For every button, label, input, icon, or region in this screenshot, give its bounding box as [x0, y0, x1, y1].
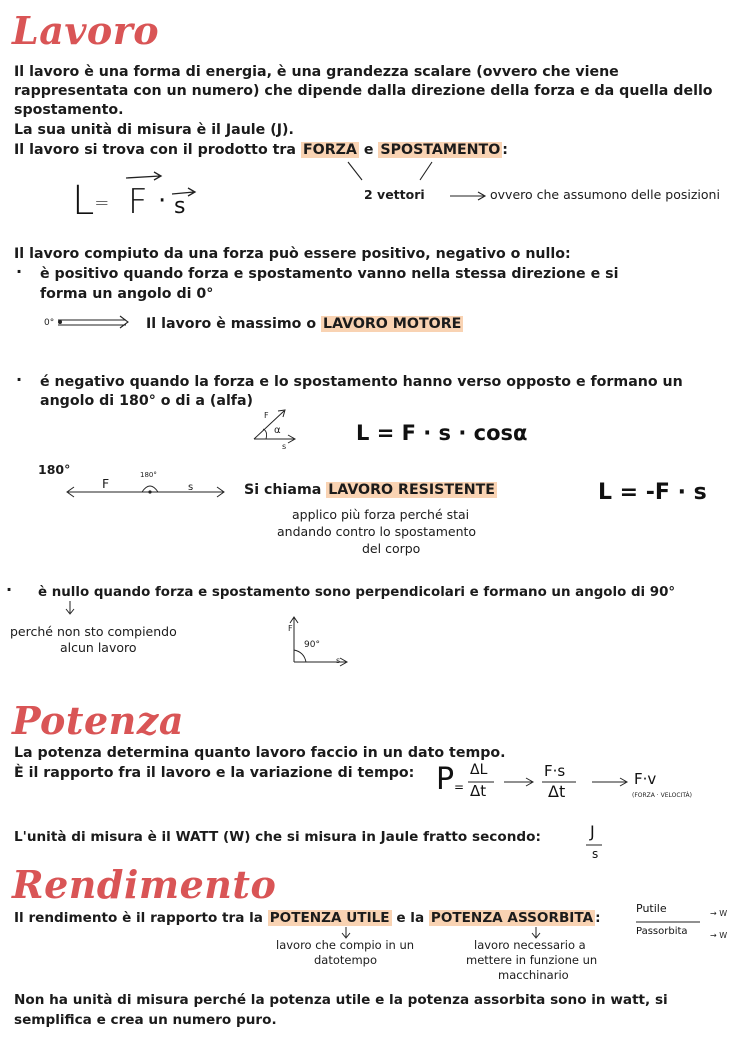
product-text: Il lavoro si trova con il prodotto tra — [14, 142, 301, 158]
rendimento-den: Passorbita — [636, 926, 688, 937]
rendimento-w-2: → W — [710, 931, 728, 940]
potenza-Fv: F·v — [634, 770, 657, 788]
max-work-line — [146, 315, 463, 334]
null-line: è nullo quando forza e spostamento sono perpendicolari e formano un angolo di 90° — [38, 585, 676, 600]
formula-cos: L = F · s · cosα — [356, 421, 528, 445]
zero-degree-label: 0° — [44, 318, 55, 328]
perche-line-2: alcun lavoro — [60, 640, 137, 655]
potenza-den: Δt — [470, 782, 487, 800]
lavoro-line-2: rappresentata con un numero) che dipende dalla direzione della forza e da quella dello — [14, 83, 713, 99]
rendimento-text: Il rendimento è il rapporto tra la — [14, 910, 268, 926]
watt-s: s — [592, 847, 599, 861]
rendimento-mid: e la — [391, 910, 429, 926]
colon: : — [502, 142, 508, 158]
bullet-negative: · — [16, 370, 23, 389]
angle-alpha-label: α — [274, 425, 281, 436]
null-down-arrow — [64, 600, 76, 616]
potenza-line-2: È il rapporto fra il lavoro e la variazione di tempo: — [14, 765, 415, 781]
opposite-s-label: s — [188, 482, 194, 493]
applico-line-1: applico più forza perché stai — [292, 507, 470, 522]
positive-line-2: forma un angolo di 0° — [40, 286, 214, 302]
perche-line-1: perché non sto compiendo — [10, 624, 177, 639]
potenza-Fv-note: (FORZA · VELOCITÀ) — [632, 792, 692, 799]
note-assorbita-line-2: mettere in funzione un — [466, 953, 598, 967]
formula-F: F — [128, 182, 148, 222]
lavoro-line-1: Il lavoro è una forma di energia, è una grandezza scalare (ovvero che viene — [14, 64, 619, 80]
note-utile-line-2: datotempo — [314, 953, 378, 967]
potenza-title: Potenza — [12, 698, 184, 743]
opposite-vectors-diagram — [64, 484, 234, 504]
watt-J: J — [590, 822, 595, 841]
forza-highlight: FORZA — [302, 142, 357, 158]
note-assorbita-line-1: lavoro necessario a — [474, 938, 586, 952]
potenza-den-2: Δt — [548, 782, 566, 801]
applico-line-3: del corpo — [362, 541, 421, 556]
angle-s-label: s — [282, 442, 287, 451]
formula-work — [72, 178, 109, 224]
positive-line-1: è positivo quando forza e spostamento vanno nella stessa direzione e si — [40, 266, 619, 282]
potenza-utile-highlight: POTENZA UTILE — [269, 910, 390, 926]
potenza-arrow-1 — [502, 776, 536, 788]
formula-s: s — [174, 194, 186, 219]
vettori-label: 2 vettori — [364, 187, 425, 202]
spostamento-highlight: SPOSTAMENTO — [380, 142, 501, 158]
parallel-vectors-diagram — [56, 316, 146, 330]
formula-eq: = — [94, 192, 110, 214]
formula-dot: · — [158, 186, 167, 216]
and-text: e — [358, 142, 379, 158]
rendimento-frac-line — [636, 920, 706, 924]
vector-arrows — [120, 168, 320, 208]
watt-line: L'unità di misura è il WATT (W) che si misura in Jaule fratto secondo: — [14, 829, 541, 845]
angle-F-label: F — [264, 411, 269, 420]
lavoro-title: Lavoro — [12, 8, 160, 53]
arc-180-label: 180° — [140, 471, 157, 479]
perp-s-label: s — [336, 656, 341, 665]
rendimento-colon: : — [595, 910, 601, 926]
potenza-num: ΔL — [470, 762, 488, 778]
resistente-line — [244, 481, 497, 500]
negative-line-2: angolo di 180° o di a (alfa) — [40, 393, 254, 409]
formula-L: L — [72, 178, 95, 224]
bullet-null: · — [6, 580, 13, 599]
rendimento-line — [14, 909, 601, 928]
perp-angle-label: 90° — [304, 640, 320, 650]
work-sign-intro: Il lavoro compiuto da una forza può essere positivo, negativo o nullo: — [14, 246, 571, 262]
lavoro-line-4: La sua unità di misura è il Jaule (J). — [14, 122, 294, 138]
negative-line-1: é negativo quando la forza e lo spostamento hanno verso opposto e formano un — [40, 374, 683, 390]
potenza-line-1: La potenza determina quanto lavoro faccio in un dato tempo. — [14, 745, 506, 761]
rendimento-num: Putile — [636, 902, 667, 915]
note-assorbita-line-3: macchinario — [498, 968, 569, 982]
formula-negative: L = -F · s — [598, 480, 707, 505]
rendimento-w-1: → W — [710, 909, 728, 918]
rendimento-end-2: semplifica e crea un numero puro. — [14, 1012, 277, 1028]
rendimento-end-1: Non ha unità di misura perché la potenza utile e la potenza assorbita sono in watt, si — [14, 992, 668, 1008]
note-utile-line-1: lavoro che compio in un — [276, 938, 415, 952]
vettori-note: ovvero che assumono delle posizioni — [490, 187, 720, 202]
vettori-connectors — [340, 158, 440, 188]
bullet-positive: · — [16, 262, 23, 281]
lavoro-motore-highlight: LAVORO MOTORE — [323, 316, 462, 332]
applico-line-2: andando contro lo spostamento — [277, 524, 477, 539]
max-work-text: Il lavoro è massimo o — [146, 316, 322, 332]
vettori-arrow — [448, 190, 488, 202]
potenza-eq: = — [454, 780, 465, 794]
opposite-F-label: F — [102, 476, 110, 491]
rendimento-title: Rendimento — [12, 862, 277, 907]
label-180: 180° — [38, 462, 71, 477]
lavoro-line-3: spostamento. — [14, 102, 124, 118]
perp-F-label: F — [288, 624, 293, 633]
potenza-num-2: F·s — [544, 762, 566, 780]
resistente-text: Si chiama — [244, 482, 327, 498]
potenza-P: P — [436, 762, 455, 797]
potenza-assorbita-highlight: POTENZA ASSORBITA — [430, 910, 594, 926]
potenza-arrow-2 — [590, 776, 630, 788]
lavoro-resistente-highlight: LAVORO RESISTENTE — [328, 482, 495, 498]
